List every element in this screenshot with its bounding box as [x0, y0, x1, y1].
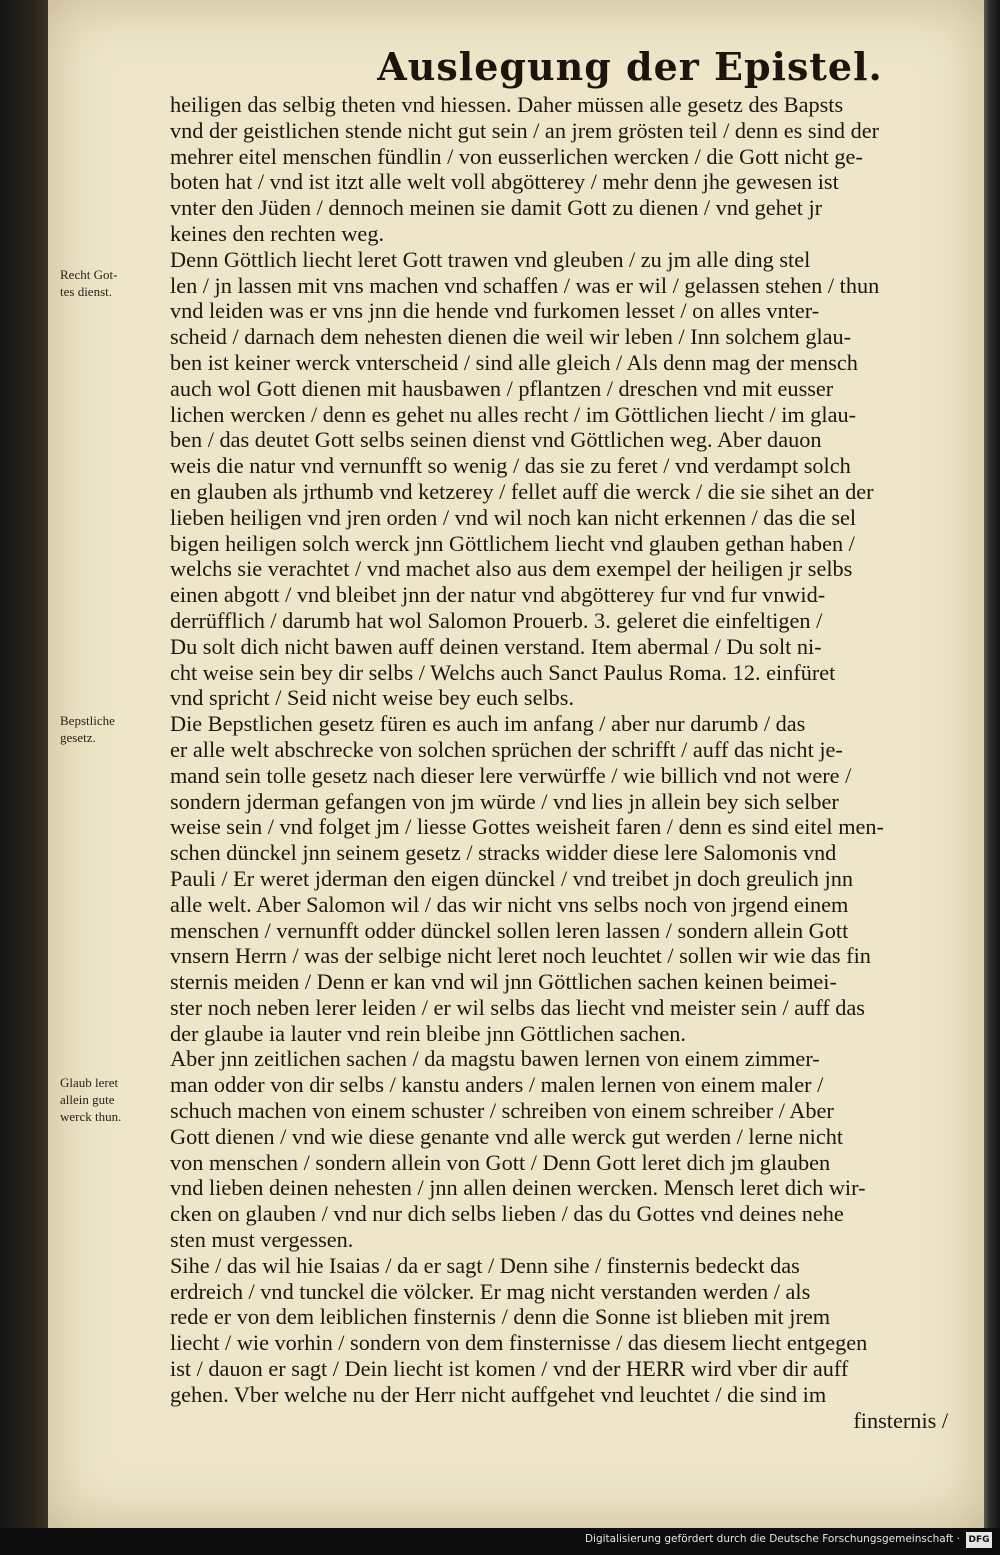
running-header: Auslegung der Epistel. — [377, 44, 883, 89]
text-line: Pauli / Er weret jderman den eigen dünckel / vnd treibet jn doch greulich jnn — [170, 865, 853, 891]
text-line: lichen wercken / denn es gehet nu alles recht / im Göttlichen liecht / im glau- — [170, 401, 857, 427]
text-line: gehen. Vber welche nu der Herr nicht auffgehet vnd leuchtet / die sind im — [170, 1381, 827, 1407]
text-line: Die Bepstlichen gesetz füren es auch im anfang / aber nur darumb / das — [170, 711, 806, 737]
text-line: Gott dienen / vnd wie diese genante vnd alle werck gut werden / lerne nicht — [170, 1123, 844, 1149]
text-line: schuch machen von einem schuster / schreiben von einem schreiber / Aber — [170, 1098, 834, 1124]
text-line: derrüfflich / darumb hat wol Salomon Prouerb. 3. geleret die einfeltigen / — [170, 607, 823, 633]
margin-note-bepstliche-gesetz — [60, 712, 170, 746]
dfg-logo: DFG — [966, 1532, 992, 1548]
text-line: vnter den Jüden / dennoch meinen sie damit Gott zu dienen / vnd gehet jr — [170, 195, 823, 221]
text-line: vnd lieben deinen nehesten / jnn allen deinen wercken. Mensch leret dich wir- — [170, 1175, 866, 1201]
text-line: lieben heiligen vnd jren orden / vnd wil noch kan nicht erkennen / das die sel — [170, 504, 857, 530]
text-line: alle welt. Aber Salomon wil / das wir nicht vns selbs noch von jrgend einem — [170, 891, 849, 917]
text-line: vnd spricht / Seid nicht weise bey euch selbs. — [170, 685, 575, 711]
text-line: der glaube ia lauter vnd rein bleibe jnn Göttlichen sachen. — [170, 1020, 686, 1046]
text-line: Du solt dich nicht bawen auff deinen verstand. Item abermal / Du solt ni- — [170, 633, 822, 659]
text-line: erdreich / vnd tunckel die völcker. Er mag nicht verstanden werden / als — [170, 1278, 811, 1304]
text-line: vnsern Herrn / was der selbige nicht leret noch leuchtet / sollen wir wie das fin — [170, 943, 871, 969]
text-line: schen dünckel jnn seinem gesetz / stracks widder diese lere Salomonis vnd — [170, 840, 837, 866]
page-edge — [984, 0, 1000, 1528]
text-line: er alle welt abschrecke von solchen sprüchen der schrifft / auff das nicht je- — [170, 736, 843, 762]
text-line: ster noch neben lerer leiden / er wil selbs das liecht vnd meister sein / auff das — [170, 994, 865, 1020]
text-line: ben / das deutet Gott selbs seinen dienst vnd Göttlichen weg. Aber dauon — [170, 427, 822, 453]
text-line: weise sein / vnd folget jm / liesse Gottes weisheit faren / denn es sind eitel men- — [170, 814, 884, 840]
text-line: bigen heiligen solch werck jnn Göttlichem liecht vnd glauben gethan haben / — [170, 530, 855, 556]
text-line: sondern jderman gefangen von jm würde / vnd lies jn allein bey sich selber — [170, 788, 839, 814]
margin-note-recht-gottes-dienst — [60, 266, 170, 300]
text-line: heiligen das selbig theten vnd hiessen. Daher müssen alle gesetz des Bapsts — [170, 92, 844, 117]
main-text-block — [170, 92, 966, 1433]
margin-note-line: allein gute — [60, 1092, 115, 1107]
text-line: liecht / wie vorhin / sondern von dem finsternisse / das diesem liecht entgegen — [170, 1330, 868, 1356]
margin-note-line: tes dienst. — [60, 284, 112, 299]
text-line: menschen / vernunfft odder dünckel sollen leren lassen / sondern allein Gott — [170, 917, 849, 943]
margin-note-line: Glaub leret — [60, 1075, 119, 1090]
margin-note-line: Bepstliche — [60, 713, 115, 728]
text-line: en glauben als jrthumb vnd ketzerey / fellet auff die werck / die sie sihet an der — [170, 478, 874, 504]
text-line: rede er von dem leiblichen finsternis / denn die Sonne ist blieben mit jrem — [170, 1304, 831, 1330]
text-line: finsternis / — [853, 1407, 949, 1433]
text-line: len / jn lassen mit vns machen vnd schaffen / was er wil / gelassen stehen / thun — [170, 272, 880, 298]
text-line: mand sein tolle gesetz nach dieser lere verwürffe / wie billich vnd not were / — [170, 762, 852, 788]
digitization-credit: Digitalisierung gefördert durch die Deutsche Forschungsgemeinschaft · — [584, 1533, 960, 1545]
text-line: welchs sie verachtet / vnd machet also aus dem exempel der heiligen jr selbs — [170, 556, 853, 582]
text-line: man odder von dir selbs / kanstu anders / malen lernen von einem maler / — [170, 1072, 824, 1098]
margin-note-line: Recht Got- — [60, 267, 118, 282]
text-line: vnd der geistlichen stende nicht gut sein / an jrem grösten teil / denn es sind der — [170, 117, 880, 143]
text-line: vnd leiden was er vns jnn die hende vnd furkomen lesset / on alles vnter- — [170, 298, 820, 324]
text-line: ist / dauon er sagt / Dein liecht ist komen / vnd der HERR wird vber dir auff — [170, 1356, 849, 1382]
margin-note-glaub-leret — [60, 1074, 170, 1125]
text-line: cht weise sein bey dir selbs / Welchs auch Sanct Paulus Roma. 12. einfüret — [170, 659, 836, 685]
text-line: Aber jnn zeitlichen sachen / da magstu bawen lernen von einem zimmer- — [170, 1046, 820, 1072]
text-line: cken on glauben / vnd nur dich selbs lieben / das du Gottes vnd deines nehe — [170, 1201, 844, 1227]
text-line: sternis meiden / Denn er kan vnd wil jnn Göttlichen sachen keinen beimei- — [170, 969, 837, 995]
margin-note-line: gesetz. — [60, 730, 96, 745]
text-line: keines den rechten weg. — [170, 220, 385, 246]
text-line: einen abgott / vnd bleibet jnn der natur vnd abgötterey fur vnd fur vnwid- — [170, 582, 826, 608]
margin-note-line: werck thun. — [60, 1109, 122, 1124]
text-line: boten hat / vnd ist itzt alle welt voll abgötterey / mehr denn jhe gewesen ist — [170, 169, 839, 195]
text-line: auch wol Gott dienen mit hausbawen / pflantzen / dreschen vnd mit eusser — [170, 375, 834, 401]
text-line: von menschen / sondern allein von Gott / Denn Gott leret dich jm glauben — [170, 1149, 831, 1175]
text-line: weis die natur vnd vernunfft so wenig / das sie zu feret / vnd verdampt solch — [170, 453, 851, 479]
text-line: sten must vergessen. — [170, 1227, 354, 1253]
text-line: Sihe / das wil hie Isaias / da er sagt / Denn sihe / finsternis bedeckt das — [170, 1252, 800, 1278]
text-line: scheid / darnach dem nehesten dienen die weil wir leben / Inn solchem glau- — [170, 324, 852, 350]
text-line: ben ist keiner werck vnterscheid / sind alle gleich / Als denn mag der mensch — [170, 349, 858, 375]
text-line: Denn Göttlich liecht leret Gott trawen vnd gleuben / zu jm alle ding stel — [170, 246, 811, 272]
book-gutter — [0, 0, 48, 1528]
text-line: mehrer eitel menschen fündlin / von eusserlichen wercken / die Gott nicht ge- — [170, 143, 863, 169]
